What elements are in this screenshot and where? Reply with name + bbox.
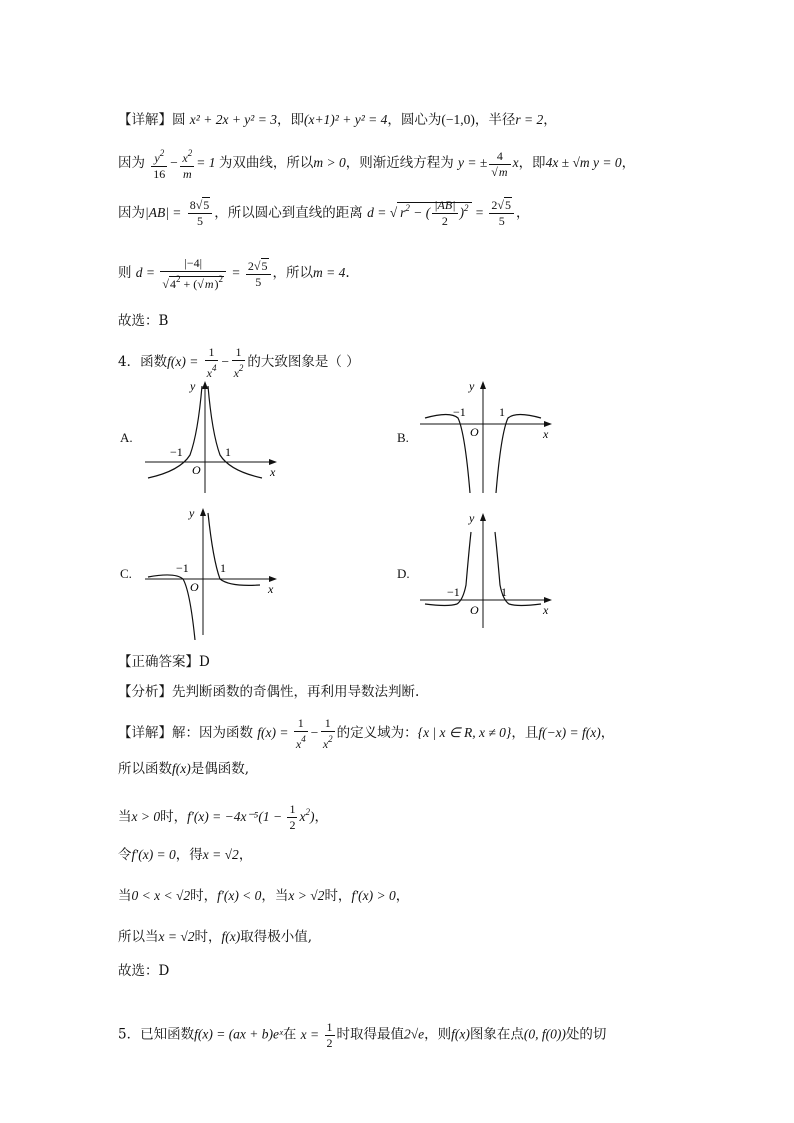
option-c-graph[interactable] bbox=[140, 505, 285, 645]
origin-label: O bbox=[190, 580, 199, 594]
q5-point: (0, f(0)) bbox=[523, 1026, 566, 1042]
q5-extreme-value: 2√e bbox=[404, 1026, 425, 1042]
option-a-graph[interactable] bbox=[140, 378, 285, 498]
answer4-detail-line5: 当0 < x < √2时，f′(x) < 0，当x > √2时，f′(x) > 0， bbox=[118, 888, 410, 904]
asymptote-line: 4x ± √m y = 0 bbox=[545, 155, 622, 171]
detail-tag: 【详解】 bbox=[118, 725, 172, 742]
tick-pos1: 1 bbox=[499, 405, 505, 419]
answer4-correct: 【正确答案】D bbox=[118, 654, 210, 670]
option-a-label[interactable]: A. bbox=[120, 430, 133, 445]
q4-function: f(x) = bbox=[167, 354, 199, 370]
chord-length-label: |AB| = bbox=[145, 205, 182, 220]
d1-function: f(x) = $\frac{1}{x^4}$ − $\frac{1}{x^2}$ bbox=[257, 716, 333, 751]
circle-center: (−1,0) bbox=[441, 112, 475, 127]
answer4-choice: 故选：D bbox=[118, 963, 170, 979]
y-label: y bbox=[469, 379, 475, 393]
answer4-detail-line3: 当x > 0时，f′(x) = −4x⁻⁵(1 − $\frac{1}{2}$ $x^2$)， bbox=[118, 802, 328, 833]
curve-right bbox=[208, 386, 262, 478]
y-label: y bbox=[190, 379, 196, 393]
tick-neg1: −1 bbox=[170, 445, 183, 459]
even-property: f(−x) = f(x) bbox=[538, 725, 601, 741]
x-label: x bbox=[268, 582, 274, 596]
y-label: y bbox=[189, 506, 195, 520]
answer4-detail-line2: 所以函数f(x)是偶函数, bbox=[118, 761, 250, 777]
x-label: x bbox=[543, 603, 549, 617]
detail-tag: 【详解】 bbox=[118, 112, 172, 128]
asymptote-equation: y = ± $\frac{4}{√m}$ x bbox=[458, 148, 519, 179]
circle-standard-form: (x+1)² + y² = 4 bbox=[303, 112, 388, 127]
tick-pos1: 1 bbox=[501, 585, 507, 599]
solution3-choice: 故选：B bbox=[118, 313, 169, 329]
curve-left bbox=[425, 415, 470, 494]
y-axis-arrow-icon bbox=[202, 381, 208, 389]
solution3-line3: 因为|AB| = $\frac{8√5}{5}$ ，所以圆心到直线的距离 d = √ $r^2$ − ( $\frac{|AB|}{2}$ )$^2$ = $\frac{2√5}{5}$ ， bbox=[118, 198, 530, 229]
distance-computation: d = $\frac{|-4|}{√4^2 + (√m)^2}$ = $\frac{2√5}{5}$ bbox=[136, 265, 273, 280]
answer4-detail-line6: 所以当x = √2时，f(x)取得极小值, bbox=[118, 929, 313, 945]
curve-left bbox=[148, 575, 195, 640]
solution3-line2: 因为 $\frac{y^2}{16}$ − $\frac{x^2}{m}$ = 1 为双曲线，所以m > 0，则渐近线方程为 y = ± $\frac{4}{√m}$ x，即4x ± √m y = 0， bbox=[118, 148, 636, 181]
m-condition: m > 0 bbox=[313, 155, 346, 171]
solution3-line1: 【详解】圆 x² + 2x + y² = 3，即(x+1)² + y² = 4，圆心为(−1,0)，半径r = 2， bbox=[118, 112, 557, 128]
curve-right bbox=[496, 415, 541, 494]
critical-point: x = √2 bbox=[202, 847, 239, 862]
y-label: y bbox=[469, 511, 475, 525]
option-c-label[interactable]: C. bbox=[120, 566, 132, 581]
circle-radius: r = 2 bbox=[515, 112, 544, 127]
distance-formula: d = √ $r^2$ − ( $\frac{|AB|}{2}$ )$^2$ = $\frac{2√5}{5}$ bbox=[367, 205, 516, 220]
option-b-label[interactable]: B. bbox=[397, 430, 409, 445]
x-label: x bbox=[270, 465, 276, 479]
y-axis-arrow-icon bbox=[200, 508, 206, 516]
derivative-expression: f′(x) = −4x⁻⁵ bbox=[187, 809, 259, 824]
origin-label: O bbox=[470, 425, 479, 439]
q5-function: f(x) = (ax + b)eˣ bbox=[194, 1026, 283, 1042]
hyperbola-equation: $\frac{y^2}{16}$ − $\frac{x^2}{m}$ = 1 bbox=[153, 148, 219, 181]
origin-label: O bbox=[470, 603, 479, 617]
option-d-label[interactable]: D. bbox=[397, 566, 410, 581]
tick-pos1: 1 bbox=[220, 561, 226, 575]
q5-x-value: x = $\frac{1}{2}$ bbox=[300, 1020, 333, 1050]
curve-right bbox=[208, 513, 260, 585]
answer4-detail-line4: 令f′(x) = 0，得x = √2， bbox=[118, 847, 253, 863]
tick-neg1: −1 bbox=[447, 585, 460, 599]
origin-label: O bbox=[192, 463, 201, 477]
option-b-graph[interactable] bbox=[415, 378, 560, 498]
chord-length-value: $\frac{8√5}{5}$ bbox=[188, 198, 213, 229]
solution3-line4: 则 d = $\frac{|-4|}{√4^2 + (√m)^2}$ = $\frac{2√5}{5}$ ，所以m = 4. bbox=[118, 256, 350, 291]
y-axis-arrow-icon bbox=[480, 513, 486, 521]
derivative-factor: (1 − $\frac{1}{2}$ $x^2$) bbox=[258, 802, 315, 833]
answer4-analysis: 【分析】先判断函数的奇偶性，再利用导数法判断. bbox=[118, 684, 420, 700]
option-d-graph[interactable] bbox=[415, 510, 560, 630]
m-result: m = 4 bbox=[313, 265, 346, 281]
question5-stem: 5．已知函数f(x) = (ax + b)eˣ在 x = $\frac{1}{2}$ 时取得最值2√e，则f(x)图象在点(0, f(0))处的切 bbox=[118, 1020, 607, 1050]
question4-stem: 4．函数f(x) = $\frac{1}{x^4}$ − $\frac{1}{x^2}$ 的大致图象是（ ） bbox=[118, 345, 360, 380]
y-axis-arrow-icon bbox=[480, 381, 486, 389]
tick-pos1: 1 bbox=[225, 445, 231, 459]
tick-neg1: −1 bbox=[453, 405, 466, 419]
q4-function-expression: $\frac{1}{x^4}$ − $\frac{1}{x^2}$ bbox=[206, 345, 244, 380]
circle-equation: x² + 2x + y² = 3 bbox=[189, 112, 277, 127]
domain-set: {x | x ∈ R, x ≠ 0} bbox=[417, 725, 512, 741]
answer4-detail-line1: 【详解】解：因为函数 f(x) = $\frac{1}{x^4}$ − $\frac{1}{x^2}$ 的定义域为：{x | x ∈ R, x ≠ 0}，且f(−x) = f(x)， bbox=[118, 716, 615, 751]
x-label: x bbox=[543, 427, 549, 441]
tick-neg1: −1 bbox=[176, 561, 189, 575]
